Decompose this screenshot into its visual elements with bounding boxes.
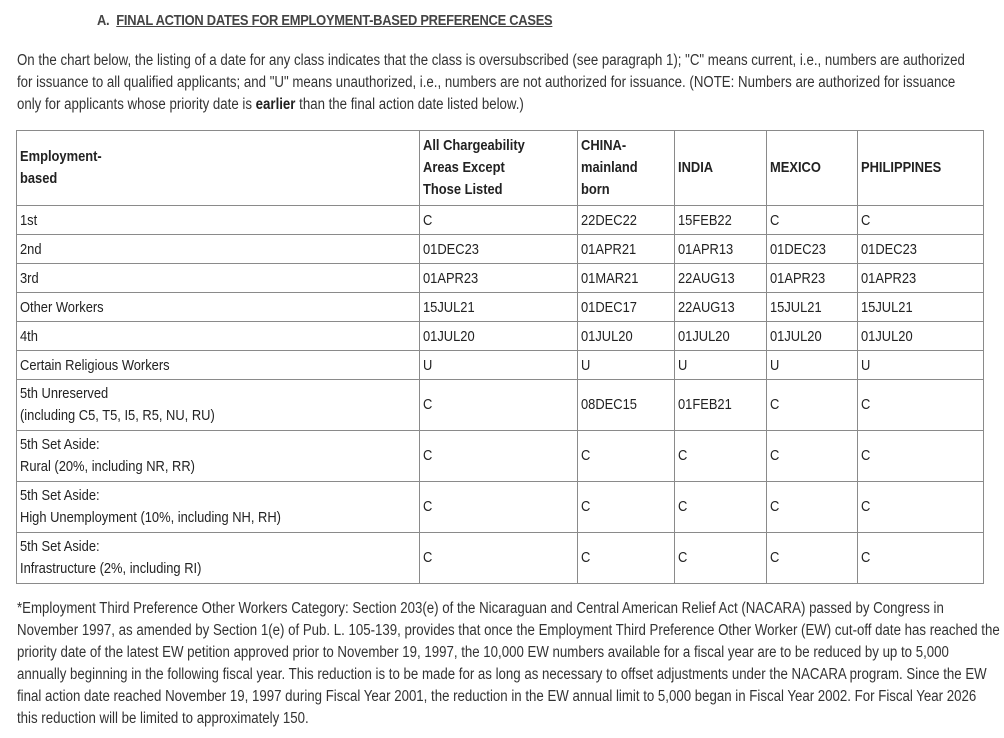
date-cell-value: C (770, 447, 780, 464)
row-category-line: (including C5, T5, I5, R5, NU, RU) (20, 407, 215, 424)
table-header-row (17, 131, 984, 206)
date-cell-value: 01DEC17 (581, 298, 637, 316)
date-cell-value: 01APR13 (678, 240, 734, 258)
date-cell-all-chargeability (420, 264, 578, 293)
date-cell-all-chargeability (420, 351, 578, 380)
table-row (17, 293, 984, 322)
date-cell-mexico (767, 431, 858, 482)
date-cell-philippines (858, 533, 984, 584)
date-cell-value: C (770, 396, 780, 413)
table-body (17, 206, 984, 584)
date-cell-value: C (770, 498, 780, 515)
date-cell-philippines (858, 482, 984, 533)
row-category (17, 293, 420, 322)
row-category-line: 5th Set Aside: (20, 487, 100, 504)
column-header-line: born (581, 181, 610, 198)
date-cell-value: C (581, 447, 591, 464)
row-category (17, 264, 420, 293)
date-cell-value: 01DEC23 (861, 240, 917, 258)
date-cell-china-mainland (578, 482, 675, 533)
date-cell-china-mainland (578, 293, 675, 322)
date-cell-value: C (861, 211, 871, 229)
date-cell-value: 01JUL20 (861, 327, 913, 345)
date-cell-value: C (423, 549, 433, 566)
date-cell-china-mainland (578, 264, 675, 293)
row-category-text (20, 383, 215, 427)
date-cell-value: 15FEB22 (678, 211, 732, 229)
date-cell-philippines (858, 431, 984, 482)
column-header-china-mainland (578, 131, 675, 206)
date-cell-value: 08DEC15 (581, 396, 637, 413)
date-cell-china-mainland (578, 431, 675, 482)
column-header-text (770, 157, 821, 179)
column-header-line: All Chargeability (423, 137, 525, 154)
table-row (17, 206, 984, 235)
row-category-text (20, 328, 38, 345)
row-category-text (20, 357, 170, 374)
column-header-all-chargeability (420, 131, 578, 206)
date-cell-value: 22AUG13 (678, 298, 735, 316)
date-cell-value: U (423, 356, 433, 374)
row-category-line: 2nd (20, 240, 42, 258)
date-cell-philippines (858, 293, 984, 322)
date-cell-value: U (581, 356, 591, 374)
column-header-line: Employment- (20, 148, 102, 165)
date-cell-india (675, 431, 767, 482)
date-cell-value: 22DEC22 (581, 211, 637, 229)
final-action-dates-table (16, 130, 984, 584)
row-category-line: Certain Religious Workers (20, 356, 170, 374)
column-header-line: based (20, 170, 58, 187)
section-label: A. (97, 12, 110, 29)
date-cell-philippines (858, 322, 984, 351)
intro-text-end: than the final action date listed below.) (295, 96, 524, 113)
table-row (17, 235, 984, 264)
date-cell-value: C (861, 498, 871, 515)
date-cell-value: 01DEC23 (770, 240, 826, 258)
row-category (17, 431, 420, 482)
row-category (17, 322, 420, 351)
date-cell-china-mainland (578, 235, 675, 264)
table-row (17, 431, 984, 482)
row-category-text (20, 485, 281, 529)
date-cell-value: C (770, 211, 780, 229)
date-cell-value: C (423, 211, 433, 229)
row-category-line: 1st (20, 211, 38, 229)
date-cell-india (675, 351, 767, 380)
row-category (17, 533, 420, 584)
date-cell-philippines (858, 206, 984, 235)
date-cell-value: C (581, 549, 591, 566)
column-header-line: CHINA- (581, 137, 627, 154)
date-cell-value: C (861, 447, 871, 464)
intro-paragraph (17, 50, 983, 116)
date-cell-india (675, 293, 767, 322)
date-cell-value: 01APR23 (861, 269, 917, 287)
column-header-line: PHILIPPINES (861, 159, 942, 176)
date-cell-value: C (678, 498, 688, 515)
date-cell-india (675, 235, 767, 264)
date-cell-philippines (858, 351, 984, 380)
date-cell-india (675, 206, 767, 235)
date-cell-mexico (767, 293, 858, 322)
date-cell-value: U (861, 356, 871, 374)
column-header-text (678, 157, 713, 179)
row-category-text (20, 270, 39, 287)
date-cell-value: 01JUL20 (423, 327, 475, 345)
column-header-mexico (767, 131, 858, 206)
column-header-text (20, 146, 102, 190)
row-category-line: Infrastructure (2%, including RI) (20, 560, 202, 577)
row-category-line: 4th (20, 327, 38, 345)
row-category-text (20, 536, 201, 580)
table-row (17, 264, 984, 293)
date-cell-mexico (767, 235, 858, 264)
column-header-line: Those Listed (423, 181, 503, 198)
date-cell-philippines (858, 235, 984, 264)
date-cell-india (675, 264, 767, 293)
date-cell-value: 01JUL20 (770, 327, 822, 345)
column-header-text (861, 157, 941, 179)
row-category-line: Other Workers (20, 298, 104, 316)
row-category (17, 235, 420, 264)
date-cell-india (675, 380, 767, 431)
date-cell-philippines (858, 264, 984, 293)
date-cell-china-mainland (578, 380, 675, 431)
date-cell-value: 15JUL21 (423, 298, 475, 316)
table-row (17, 351, 984, 380)
date-cell-value: C (678, 447, 688, 464)
date-cell-india (675, 533, 767, 584)
column-header-line: Areas Except (423, 159, 505, 176)
row-category (17, 482, 420, 533)
date-cell-all-chargeability (420, 431, 578, 482)
footnote: *Employment Third Preference Other Workers Category: Section 203(e) of the Nicaraguan and Central American Relief Act (NACARA) passed by Congress in November 1997, as amended by Section 1(e) of Pub. L. 105-139, provides that once the Employment Third Preference Other Worker (EW) cut-off date has reached the priority date of the latest EW petition approved prior to November 19, 1997, the 10,000 EW numbers available for a fiscal year are to be reduced by up to 5,000 annually beginning in the following fiscal year. This reduction is to be made for as long as necessary to offset adjustments under the NACARA program. Since the EW final action date reached November 19, 1997 during Fiscal Year 2001, the reduction in the EW annual limit to 5,000 began in Fiscal Year 2002. For Fiscal Year 2026 this reduction will be limited to approximately 150. (17, 600, 1000, 727)
intro-bold-word: earlier (255, 96, 296, 113)
table-row (17, 322, 984, 351)
intro-text: On the chart below, the listing of a date for any class indicates that the class is oversubscribed (see paragraph 1); "C" means current, i.e., numbers are authorized for issuance to all qualified applicants; and "U" means unauthorized, i.e., numbers are not authorized for issuance. (NOTE: Numbers are authorized for issuance only for applicants whose priority date is (17, 52, 965, 113)
column-header-employment-based (17, 131, 420, 206)
column-header-text (581, 135, 638, 201)
row-category (17, 380, 420, 431)
date-cell-value: 01JUL20 (678, 327, 730, 345)
date-cell-value: 01APR23 (423, 269, 479, 287)
date-cell-all-chargeability (420, 293, 578, 322)
date-cell-india (675, 482, 767, 533)
date-cell-value: C (861, 396, 871, 413)
column-header-india (675, 131, 767, 206)
date-cell-value: C (581, 498, 591, 515)
date-cell-mexico (767, 206, 858, 235)
date-cell-value: 01JUL20 (581, 327, 633, 345)
date-cell-value: C (678, 549, 688, 566)
date-cell-all-chargeability (420, 322, 578, 351)
row-category-line: 5th Set Aside: (20, 538, 100, 555)
date-cell-value: C (861, 549, 871, 566)
row-category (17, 351, 420, 380)
date-cell-value: C (423, 447, 433, 464)
date-cell-mexico (767, 322, 858, 351)
date-cell-value: C (423, 396, 433, 413)
date-cell-value: 01MAR21 (581, 269, 639, 287)
date-cell-all-chargeability (420, 533, 578, 584)
date-cell-value: 01APR23 (770, 269, 826, 287)
date-cell-value: 15JUL21 (770, 298, 822, 316)
date-cell-china-mainland (578, 533, 675, 584)
column-header-philippines (858, 131, 984, 206)
table-row (17, 380, 984, 431)
date-cell-china-mainland (578, 206, 675, 235)
row-category-line: High Unemployment (10%, including NH, RH) (20, 509, 281, 526)
row-category-text (20, 212, 37, 229)
date-cell-value: 15JUL21 (861, 298, 913, 316)
column-header-line: mainland (581, 159, 638, 176)
date-cell-all-chargeability (420, 380, 578, 431)
column-header-text (423, 135, 525, 201)
section-heading (97, 12, 552, 29)
section-title: FINAL ACTION DATES FOR EMPLOYMENT-BASED PREFERENCE CASES (116, 12, 553, 29)
date-cell-philippines (858, 380, 984, 431)
table-row (17, 482, 984, 533)
date-cell-value: 01FEB21 (678, 396, 732, 413)
date-cell-mexico (767, 351, 858, 380)
date-cell-all-chargeability (420, 206, 578, 235)
date-cell-value: U (678, 356, 688, 374)
date-cell-value: 22AUG13 (678, 269, 735, 287)
row-category-line: 3rd (20, 269, 39, 287)
date-cell-all-chargeability (420, 482, 578, 533)
date-cell-value: U (770, 356, 780, 374)
date-cell-mexico (767, 533, 858, 584)
date-cell-value: C (770, 549, 780, 566)
date-cell-value: 01DEC23 (423, 240, 479, 258)
date-cell-mexico (767, 482, 858, 533)
row-category-line: 5th Unreserved (20, 385, 109, 402)
date-cell-all-chargeability (420, 235, 578, 264)
date-cell-china-mainland (578, 351, 675, 380)
row-category-text (20, 434, 195, 478)
date-cell-mexico (767, 264, 858, 293)
row-category-line: Rural (20%, including NR, RR) (20, 458, 195, 475)
row-category-text (20, 299, 104, 316)
date-cell-value: C (423, 498, 433, 515)
date-cell-value: 01APR21 (581, 240, 637, 258)
column-header-line: MEXICO (770, 159, 821, 176)
date-cell-china-mainland (578, 322, 675, 351)
row-category (17, 206, 420, 235)
row-category-line: 5th Set Aside: (20, 436, 100, 453)
date-cell-mexico (767, 380, 858, 431)
row-category-text (20, 241, 42, 258)
column-header-line: INDIA (678, 159, 714, 176)
table-row (17, 533, 984, 584)
date-cell-india (675, 322, 767, 351)
